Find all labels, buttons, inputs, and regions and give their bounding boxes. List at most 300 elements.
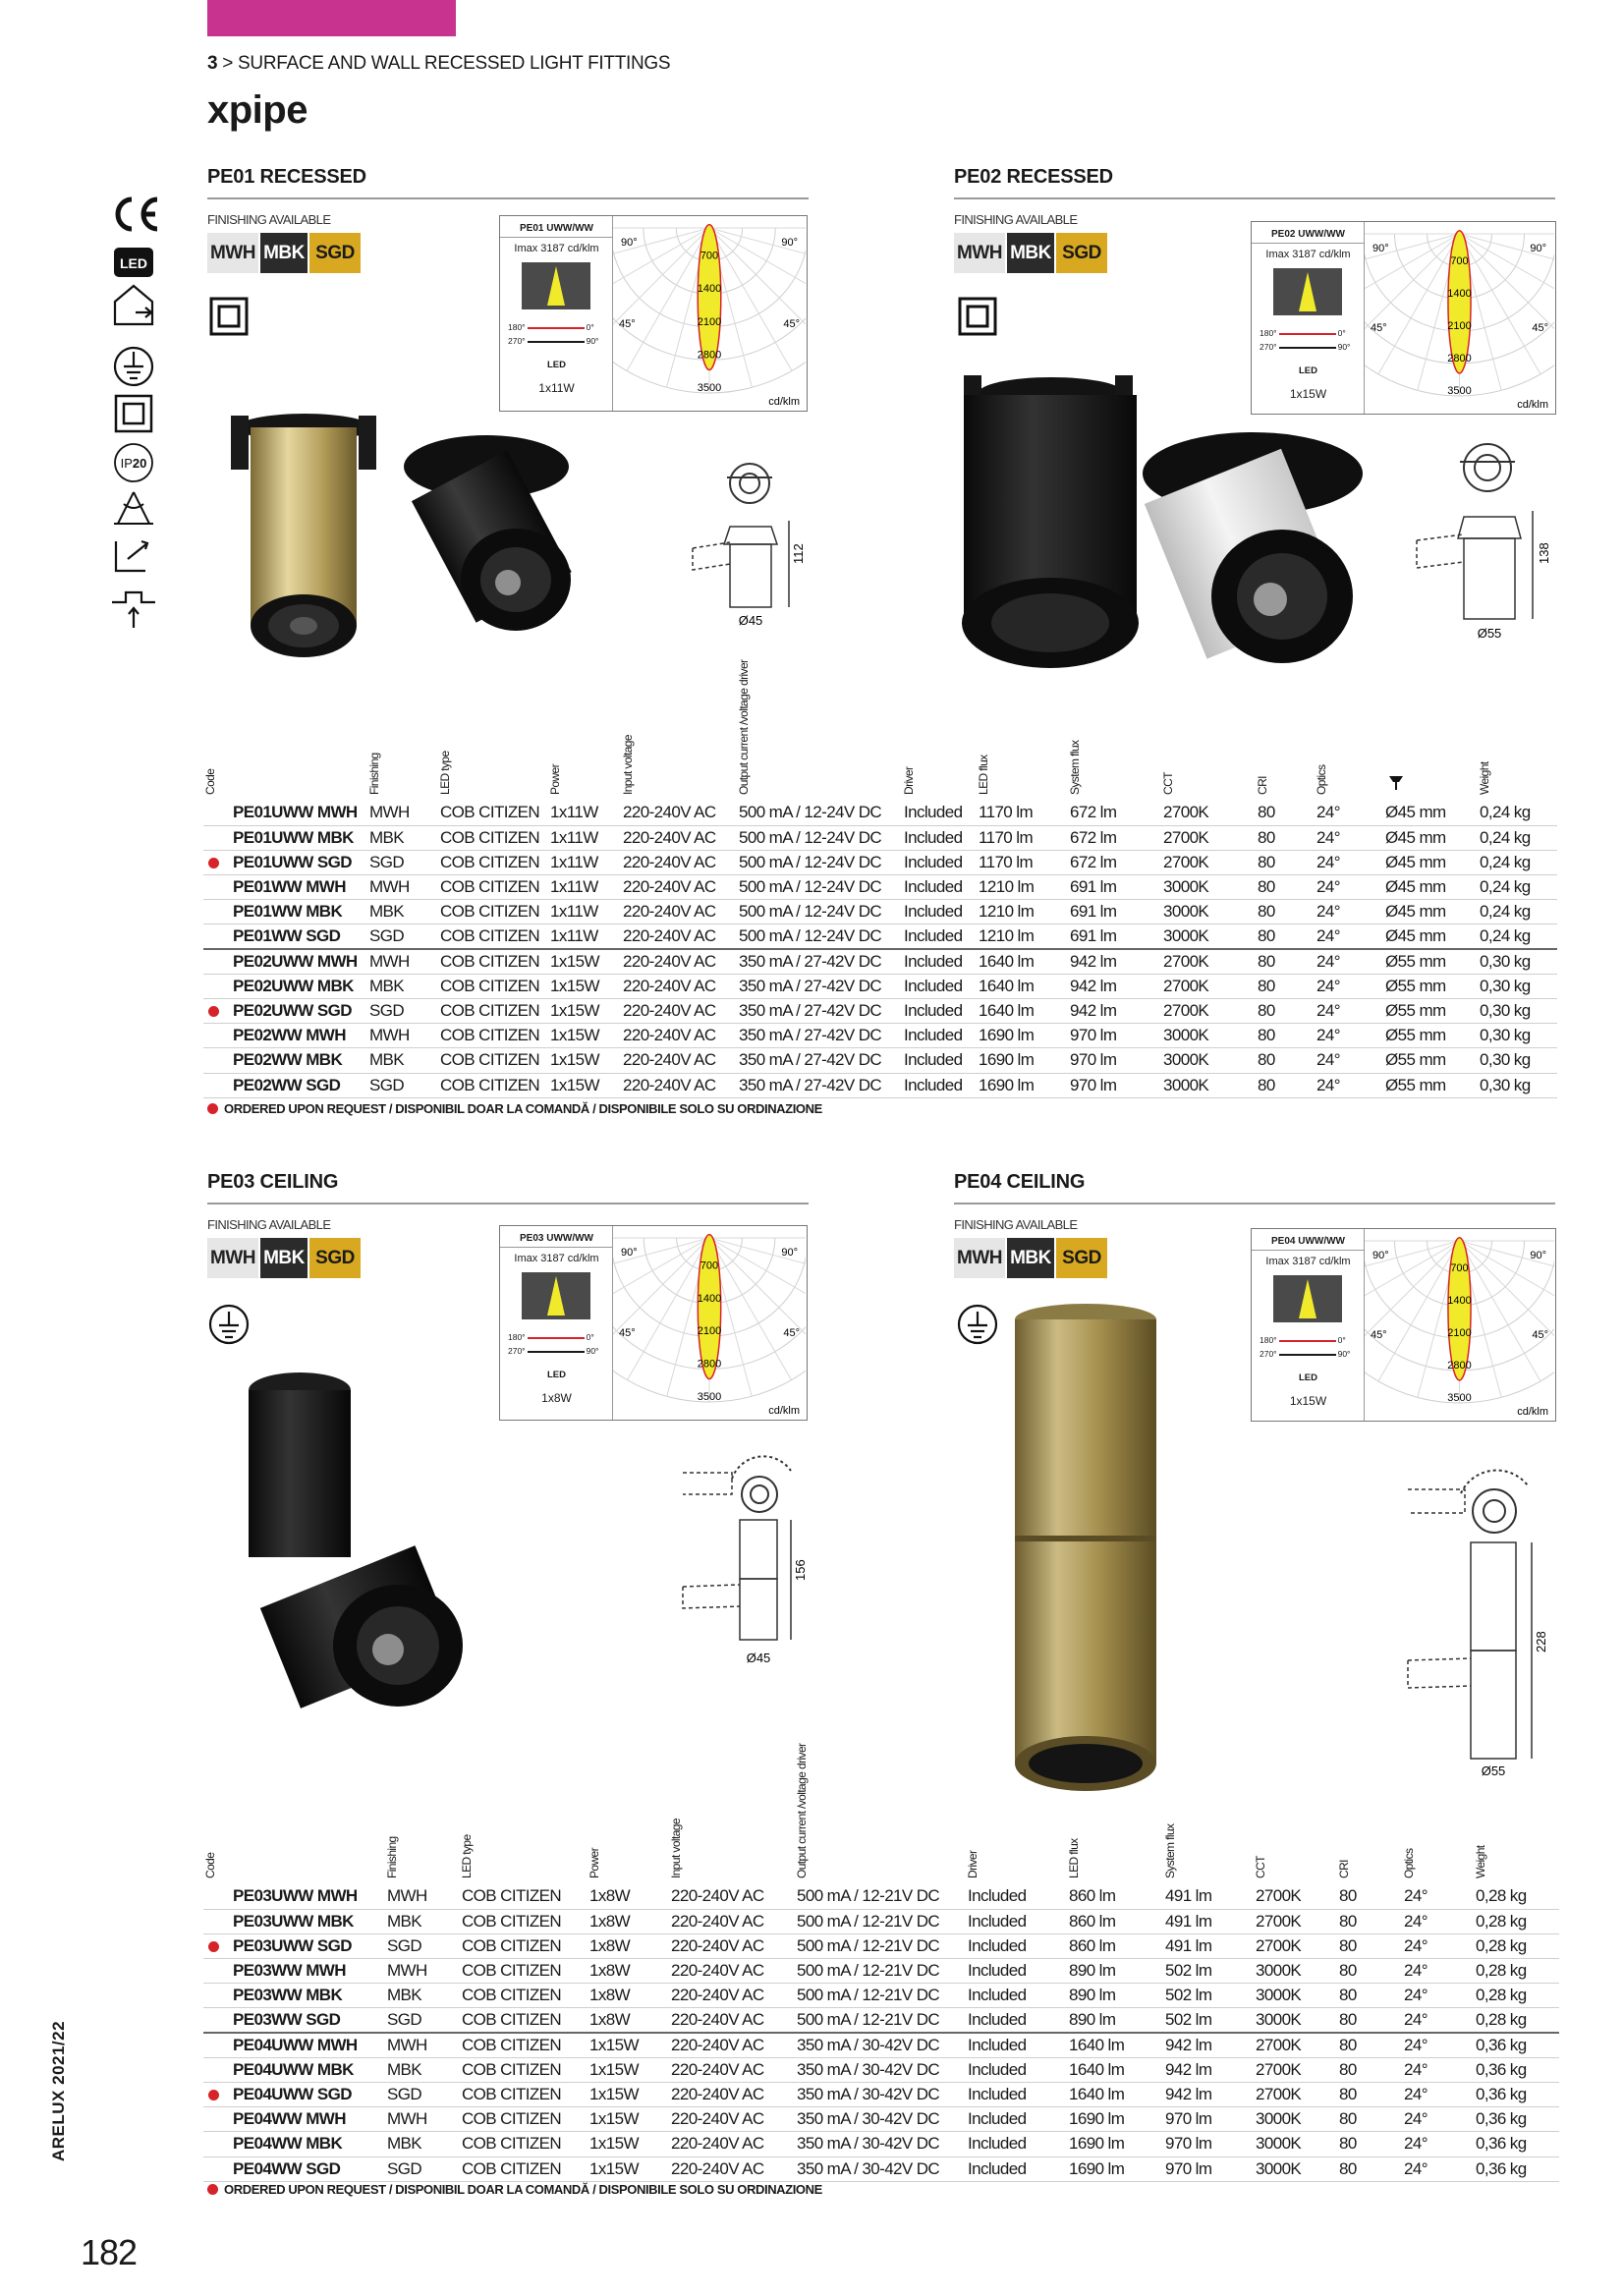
plane-a-right: 0° xyxy=(586,1332,594,1342)
request-dot xyxy=(208,858,219,868)
column-header-label: LED flux xyxy=(977,755,990,795)
table-cell: COB CITIZEN xyxy=(460,2008,588,2033)
table-cell: 1x11W xyxy=(548,875,621,900)
table-cell: 1170 lm xyxy=(977,850,1068,874)
table-cell: 860 lm xyxy=(1067,1909,1163,1933)
table-cell: 1x15W xyxy=(548,999,621,1024)
polar-axis-label: 45° xyxy=(619,317,636,330)
column-header xyxy=(1383,693,1478,801)
ce-mark-icon xyxy=(118,199,157,229)
plane-b-right: 90° xyxy=(1337,1349,1351,1359)
ip20-text: IP20 xyxy=(120,456,147,471)
plane-b-left: 270° xyxy=(1260,1349,1277,1359)
table-cell: 970 lm xyxy=(1163,2107,1254,2132)
polar-plot xyxy=(613,216,806,411)
table-cell: 890 lm xyxy=(1067,1984,1163,2008)
table-cell: 890 lm xyxy=(1067,2008,1163,2033)
table-row xyxy=(203,2132,1559,2156)
column-header xyxy=(1067,1776,1163,1884)
footnote-text: ORDERED UPON REQUEST / DISPONIBIL DOAR LA COMANDĂ / DISPONIBILE SOLO SU ORDINAZIONE xyxy=(224,1101,822,1116)
table-cell: 3000K xyxy=(1254,2107,1337,2132)
column-header-label: Code xyxy=(203,768,217,795)
table-cell: 890 lm xyxy=(1067,1959,1163,1984)
column-header xyxy=(203,693,367,801)
product-code-cell xyxy=(203,850,367,874)
table-cell: 220-240V AC xyxy=(669,1933,795,1958)
lamp-diameter-icon xyxy=(1385,770,1407,792)
plane-b-left: 270° xyxy=(508,1346,526,1356)
table-cell: 3000K xyxy=(1254,2008,1337,2033)
pe04-diameter-label: Ø55 xyxy=(1481,1764,1506,1778)
table-cell: 500 mA / 12-24V DC xyxy=(737,924,902,949)
pe01-product-photo xyxy=(211,398,585,663)
column-header-label: Power xyxy=(548,763,562,795)
pe02-finish-swatches xyxy=(954,233,1107,273)
column-header-label: Output current /voltage driver xyxy=(795,1743,809,1878)
table-cell: 80 xyxy=(1256,801,1315,825)
plane-a-right: 0° xyxy=(586,322,594,332)
table-cell: MWH xyxy=(367,949,438,974)
table-row xyxy=(203,900,1557,924)
polar-axis-label: 1400 xyxy=(1447,288,1472,300)
table-cell: 0,36 kg xyxy=(1474,2033,1559,2057)
table-cell: 500 mA / 12-24V DC xyxy=(737,900,902,924)
product-code: PE01UWW MWH xyxy=(233,803,358,822)
product-code-cell xyxy=(203,1073,367,1097)
plane-a-right: 0° xyxy=(1337,328,1346,338)
table-cell: MBK xyxy=(367,974,438,998)
pe04-title: PE04 CEILING xyxy=(954,1171,1086,1193)
column-header-label: Weight xyxy=(1478,761,1491,795)
order-footnote-1 xyxy=(207,1101,822,1116)
table-cell: 80 xyxy=(1256,924,1315,949)
pe04-finish-swatches xyxy=(954,1238,1107,1278)
table-cell: 24° xyxy=(1315,974,1383,998)
table-cell: 1690 lm xyxy=(1067,2132,1163,2156)
family-title: xpipe xyxy=(207,88,308,132)
double-insulation-icon xyxy=(116,396,151,431)
table-cell: 0,28 kg xyxy=(1474,2008,1559,2033)
table-cell: 80 xyxy=(1256,949,1315,974)
table-cell: 1690 lm xyxy=(977,1024,1068,1048)
product-code: PE03WW MBK xyxy=(233,1986,343,2005)
pe03-title: PE03 CEILING xyxy=(207,1171,339,1193)
led-badge-text: LED xyxy=(547,360,566,370)
table-cell: 2700K xyxy=(1161,850,1256,874)
polar-axis-label: 90° xyxy=(1530,1250,1546,1261)
table-cell: 1690 lm xyxy=(1067,2107,1163,2132)
table-row xyxy=(203,2057,1559,2082)
column-header-label: Finishing xyxy=(385,1836,399,1878)
table-cell: COB CITIZEN xyxy=(460,2057,588,2082)
polar-axis-label: 90° xyxy=(621,1247,638,1259)
plane-a-left: 180° xyxy=(1260,328,1277,338)
table-cell: 2700K xyxy=(1254,1909,1337,1933)
product-code-cell xyxy=(203,2008,385,2033)
request-dot xyxy=(207,1103,218,1114)
table-cell: 80 xyxy=(1337,1959,1402,1984)
table-cell: MWH xyxy=(367,801,438,825)
table-cell: 2700K xyxy=(1161,974,1256,998)
table-cell: 220-240V AC xyxy=(669,2033,795,2057)
table-cell: 80 xyxy=(1337,2057,1402,2082)
table-cell: 691 lm xyxy=(1068,924,1161,949)
table-cell: 220-240V AC xyxy=(669,1909,795,1933)
column-header-label: Input voltage xyxy=(621,735,635,795)
table-cell: 24° xyxy=(1315,1048,1383,1073)
product-code-cell xyxy=(203,1959,385,1984)
table-cell: 350 mA / 27-42V DC xyxy=(737,974,902,998)
table-cell: 80 xyxy=(1337,1884,1402,1909)
column-header-label: Optics xyxy=(1402,1848,1416,1878)
table-row xyxy=(203,825,1557,850)
ip20-icon xyxy=(115,444,152,481)
table-cell: 24° xyxy=(1315,924,1383,949)
column-header xyxy=(1068,693,1161,801)
column-header-label: LED type xyxy=(438,751,452,795)
polar-axis-label: 45° xyxy=(783,1327,800,1340)
table-cell: Ø45 mm xyxy=(1383,825,1478,850)
table-cell: 860 lm xyxy=(1067,1933,1163,1958)
table-cell: 500 mA / 12-21V DC xyxy=(795,1884,966,1909)
earth-ground-icon xyxy=(207,1303,251,1346)
column-header-label: LED flux xyxy=(1067,1838,1081,1878)
finishing-label: FINISHING AVAILABLE xyxy=(207,1217,331,1232)
table-cell: MBK xyxy=(367,1048,438,1073)
table-cell: 0,24 kg xyxy=(1478,900,1557,924)
led-badge-icon xyxy=(1252,1372,1365,1383)
table-cell: 0,36 kg xyxy=(1474,2132,1559,2156)
table-cell: 24° xyxy=(1315,850,1383,874)
table-cell: COB CITIZEN xyxy=(438,875,548,900)
table-row xyxy=(203,875,1557,900)
beam-shape-icon xyxy=(522,262,590,309)
table-cell: 220-240V AC xyxy=(621,1048,737,1073)
polar-imax: Imax 3187 cd/klm xyxy=(514,243,599,254)
column-header-label: CRI xyxy=(1337,1860,1351,1878)
table-cell: Ø55 mm xyxy=(1383,999,1478,1024)
table-cell: Included xyxy=(902,949,977,974)
table-cell: 1x8W xyxy=(588,1909,669,1933)
pe04-dimension-drawing xyxy=(1400,1464,1567,1788)
polar-axis-label: 1400 xyxy=(697,283,722,296)
table-cell: Included xyxy=(966,2033,1067,2057)
table-cell: 80 xyxy=(1256,999,1315,1024)
plane-c0-180 xyxy=(1260,328,1358,338)
table-cell: 0,30 kg xyxy=(1478,949,1557,974)
table-cell: COB CITIZEN xyxy=(460,2033,588,2057)
product-code: PE01WW SGD xyxy=(233,926,341,946)
table-cell: 970 lm xyxy=(1163,2132,1254,2156)
table-row xyxy=(203,2107,1559,2132)
table-cell: 0,28 kg xyxy=(1474,1984,1559,2008)
table-header-row xyxy=(203,1776,1559,1884)
table-cell: Included xyxy=(966,2107,1067,2132)
table-cell: 1x15W xyxy=(588,2083,669,2107)
table-cell: 0,28 kg xyxy=(1474,1959,1559,1984)
table-cell: 80 xyxy=(1337,2107,1402,2132)
table-row xyxy=(203,1984,1559,2008)
table-cell: 0,28 kg xyxy=(1474,1884,1559,1909)
column-header-label: Optics xyxy=(1315,764,1328,795)
table-cell: Included xyxy=(902,875,977,900)
table-cell: 24° xyxy=(1315,949,1383,974)
pe04-rule xyxy=(954,1203,1555,1204)
table-cell: 220-240V AC xyxy=(621,825,737,850)
table-cell: 0,30 kg xyxy=(1478,974,1557,998)
table-cell: 24° xyxy=(1402,1984,1474,2008)
table-cell: 80 xyxy=(1337,1984,1402,2008)
product-code-cell xyxy=(203,875,367,900)
swatch-sgd: SGD xyxy=(1056,1238,1107,1278)
table-cell: 502 lm xyxy=(1163,2008,1254,2033)
product-code: PE03WW SGD xyxy=(233,2010,341,2030)
table-cell: 1x8W xyxy=(588,1959,669,1984)
table-cell: 80 xyxy=(1256,875,1315,900)
table-cell: 3000K xyxy=(1161,1024,1256,1048)
table-cell: 24° xyxy=(1402,2008,1474,2033)
pe01-title: PE01 RECESSED xyxy=(207,166,366,188)
table-cell: 502 lm xyxy=(1163,1959,1254,1984)
earth-ground-icon xyxy=(115,348,152,385)
column-header xyxy=(795,1743,966,1884)
table-cell: 350 mA / 30-42V DC xyxy=(795,2057,966,2082)
table-cell: 3000K xyxy=(1254,2132,1337,2156)
table-cell: 80 xyxy=(1337,2033,1402,2057)
table-cell: Ø55 mm xyxy=(1383,1024,1478,1048)
table-cell: 500 mA / 12-21V DC xyxy=(795,1933,966,1958)
table-cell: 1x15W xyxy=(548,949,621,974)
column-header-label: Output current /voltage driver xyxy=(737,659,751,795)
table-cell: 500 mA / 12-21V DC xyxy=(795,1984,966,2008)
polar-axis-label: cd/klm xyxy=(1517,1406,1548,1418)
product-code: PE04WW SGD xyxy=(233,2158,341,2178)
table-row xyxy=(203,999,1557,1024)
table-header-row xyxy=(203,693,1557,801)
request-dot xyxy=(208,2090,219,2100)
table-cell: 80 xyxy=(1337,1933,1402,1958)
table-cell: Ø55 mm xyxy=(1383,949,1478,974)
column-header xyxy=(588,1776,669,1884)
polar-axis-label: 2800 xyxy=(697,1358,722,1371)
footnote-text: ORDERED UPON REQUEST / DISPONIBIL DOAR LA COMANDĂ / DISPONIBILE SOLO SU ORDINAZIONE xyxy=(224,2182,822,2197)
table-cell: 0,24 kg xyxy=(1478,825,1557,850)
table-cell: 0,36 kg xyxy=(1474,2156,1559,2181)
polar-plot xyxy=(1365,222,1554,414)
pe03-product-photo xyxy=(226,1371,491,1724)
table-cell: 672 lm xyxy=(1068,801,1161,825)
polar-axis-label: cd/klm xyxy=(1517,399,1548,411)
pe02-title: PE02 RECESSED xyxy=(954,166,1113,188)
polar-axis-label: 90° xyxy=(1372,1250,1389,1261)
column-header-label: Driver xyxy=(902,766,916,795)
table-cell: COB CITIZEN xyxy=(460,2132,588,2156)
pe02-dimension-drawing xyxy=(1405,442,1572,648)
table-cell: MWH xyxy=(367,875,438,900)
table-cell: 3000K xyxy=(1161,924,1256,949)
polar-axis-label: 2100 xyxy=(697,315,722,328)
table-cell: Included xyxy=(966,1959,1067,1984)
beam-lobe xyxy=(698,1235,720,1379)
swatch-sgd: SGD xyxy=(309,233,361,273)
table-cell: COB CITIZEN xyxy=(438,999,548,1024)
product-code-cell xyxy=(203,1984,385,2008)
breadcrumb-text: > SURFACE AND WALL RECESSED LIGHT FITTINGS xyxy=(222,53,671,74)
column-header xyxy=(669,1776,795,1884)
request-dot xyxy=(207,2184,218,2195)
plane-a-right: 0° xyxy=(1337,1335,1346,1345)
column-header-label: Code xyxy=(203,1852,217,1878)
table-cell: 1x8W xyxy=(588,1933,669,1958)
table-cell: Ø45 mm xyxy=(1383,900,1478,924)
product-code-cell xyxy=(203,924,367,949)
polar-axis-label: 90° xyxy=(621,237,638,249)
table-row xyxy=(203,924,1557,949)
table-cell: 1x15W xyxy=(548,974,621,998)
table-cell: 220-240V AC xyxy=(621,974,737,998)
plane-c0-180 xyxy=(508,1332,606,1342)
table-cell: 1x15W xyxy=(588,2057,669,2082)
pe01-rule xyxy=(207,197,809,199)
column-header xyxy=(1163,1776,1254,1884)
polar-axis-label: 45° xyxy=(1532,322,1548,334)
table-cell: 350 mA / 30-42V DC xyxy=(795,2132,966,2156)
polar-wattage: 1x15W xyxy=(1289,1394,1327,1408)
led-badge-text: LED xyxy=(1299,365,1317,376)
table-cell: MBK xyxy=(385,2057,460,2082)
table-cell: 860 lm xyxy=(1067,1884,1163,1909)
table-cell: 500 mA / 12-21V DC xyxy=(795,1909,966,1933)
plane-b-left: 270° xyxy=(1260,342,1277,352)
table-cell: Included xyxy=(902,999,977,1024)
table-cell: 1640 lm xyxy=(1067,2033,1163,2057)
product-code-cell xyxy=(203,2156,385,2181)
table-cell: 1690 lm xyxy=(977,1048,1068,1073)
plane-a-left: 180° xyxy=(508,1332,526,1342)
table-cell: 350 mA / 27-42V DC xyxy=(737,1073,902,1097)
pe02-diameter-label: Ø55 xyxy=(1477,626,1502,641)
product-code: PE01UWW MBK xyxy=(233,827,354,847)
table-cell: COB CITIZEN xyxy=(460,1959,588,1984)
polar-axis-label: 1400 xyxy=(697,1292,722,1305)
product-code-cell xyxy=(203,2132,385,2156)
beam-adjust-icon xyxy=(114,492,153,524)
table-cell: Included xyxy=(966,1909,1067,1933)
table-cell: 220-240V AC xyxy=(669,2057,795,2082)
plane-c90-270 xyxy=(508,1346,606,1356)
polar-axis-label: 2100 xyxy=(1447,320,1472,332)
side-icons xyxy=(108,192,167,644)
polar-axis-label: 90° xyxy=(781,1247,798,1259)
table-cell: Included xyxy=(902,924,977,949)
table-cell: 350 mA / 30-42V DC xyxy=(795,2033,966,2057)
table-cell: COB CITIZEN xyxy=(460,1909,588,1933)
table-row xyxy=(203,1959,1559,1984)
polar-axis-label: 2800 xyxy=(1447,1360,1472,1372)
table-cell: SGD xyxy=(385,2008,460,2033)
table-cell: 3000K xyxy=(1161,1073,1256,1097)
plane-c0-180 xyxy=(508,322,606,332)
table-cell: 220-240V AC xyxy=(669,2156,795,2181)
plane-a-left: 180° xyxy=(1260,1335,1277,1345)
table-cell: COB CITIZEN xyxy=(438,949,548,974)
table-cell: 970 lm xyxy=(1068,1024,1161,1048)
product-code-cell xyxy=(203,2057,385,2082)
table-row xyxy=(203,1073,1557,1097)
polar-wattage: 1x11W xyxy=(538,381,575,395)
column-header xyxy=(460,1776,588,1884)
table-cell: Included xyxy=(902,1073,977,1097)
product-code: PE02UWW SGD xyxy=(233,1001,352,1021)
table-row xyxy=(203,1048,1557,1073)
plane-b-right: 90° xyxy=(1337,342,1351,352)
double-insulation-icon xyxy=(209,297,249,336)
column-header xyxy=(1315,693,1383,801)
table-cell: 80 xyxy=(1256,974,1315,998)
table-cell: 220-240V AC xyxy=(621,875,737,900)
table-row xyxy=(203,2033,1559,2057)
led-badge-icon xyxy=(500,1370,613,1380)
plane-c90-270 xyxy=(1260,1349,1358,1359)
table-cell: 1690 lm xyxy=(977,1073,1068,1097)
polar-axis-label: 45° xyxy=(1532,1329,1548,1341)
section-color-bar xyxy=(207,0,456,36)
table-cell: 970 lm xyxy=(1163,2156,1254,2181)
polar-code: PE04 UWW/WW xyxy=(1252,1236,1365,1251)
table-cell: 80 xyxy=(1337,1909,1402,1933)
table-cell: 24° xyxy=(1402,2132,1474,2156)
column-header xyxy=(902,693,977,801)
table-row xyxy=(203,1909,1559,1933)
table-cell: 491 lm xyxy=(1163,1909,1254,1933)
table-cell: 0,36 kg xyxy=(1474,2083,1559,2107)
table-cell: COB CITIZEN xyxy=(460,2156,588,2181)
table-row xyxy=(203,2083,1559,2107)
table-cell: 24° xyxy=(1315,999,1383,1024)
table-cell: 24° xyxy=(1402,1933,1474,1958)
table-cell: 1x15W xyxy=(548,1024,621,1048)
table-cell: 1x11W xyxy=(548,801,621,825)
product-code-cell xyxy=(203,801,367,825)
polar-axis-label: 45° xyxy=(619,1327,636,1340)
table-cell: COB CITIZEN xyxy=(460,1933,588,1958)
table-cell: 24° xyxy=(1402,1959,1474,1984)
table-cell: COB CITIZEN xyxy=(438,924,548,949)
table-cell: 220-240V AC xyxy=(621,1073,737,1097)
table-cell: 502 lm xyxy=(1163,1984,1254,2008)
request-dot xyxy=(208,1006,219,1017)
plane-c90-270 xyxy=(508,336,606,346)
table-cell: Included xyxy=(966,1933,1067,1958)
pe01-finish-swatches xyxy=(207,233,361,273)
table-cell: 1640 lm xyxy=(1067,2057,1163,2082)
table-cell: 2700K xyxy=(1161,949,1256,974)
beam-shape-icon xyxy=(1273,1275,1342,1322)
polar-axis-label: 45° xyxy=(783,317,800,330)
table-cell: 491 lm xyxy=(1163,1884,1254,1909)
swatch-mbk: MBK xyxy=(1005,1238,1056,1278)
table-cell: 1x8W xyxy=(588,1884,669,1909)
table-cell: 350 mA / 27-42V DC xyxy=(737,999,902,1024)
table-cell: COB CITIZEN xyxy=(438,974,548,998)
table-cell: 500 mA / 12-24V DC xyxy=(737,825,902,850)
product-code: PE02WW SGD xyxy=(233,1075,341,1094)
beam-shape-icon xyxy=(522,1272,590,1319)
polar-code: PE02 UWW/WW xyxy=(1252,229,1365,244)
polar-axis-label: 3500 xyxy=(697,382,722,394)
product-code: PE02UWW MBK xyxy=(233,976,354,995)
table-cell: 220-240V AC xyxy=(669,2107,795,2132)
